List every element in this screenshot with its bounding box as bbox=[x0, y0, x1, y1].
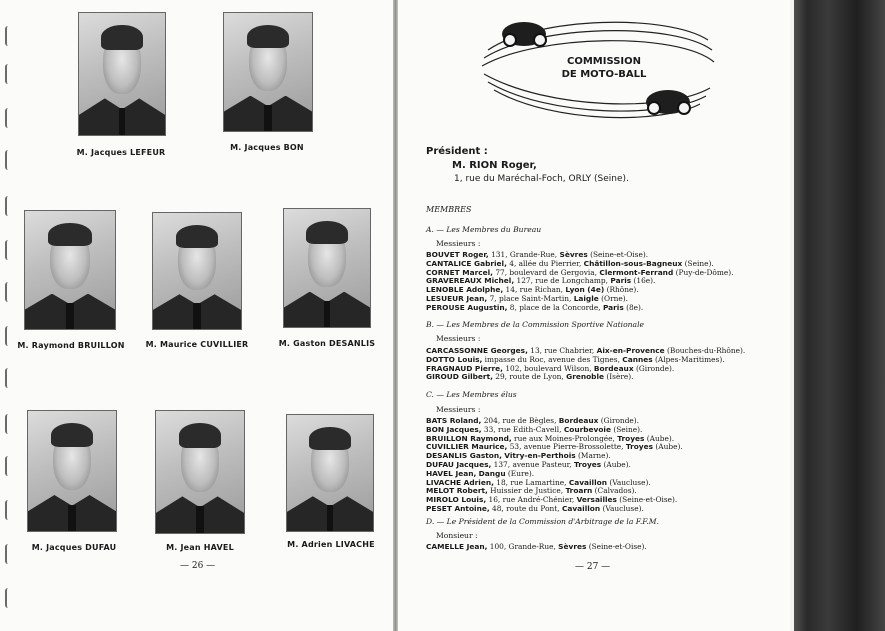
member-entry: LESUEUR Jean, 7, place Saint-Martin, Laigle (Orne). bbox=[426, 293, 628, 303]
portrait-caption: M. Jean HAVEL bbox=[166, 543, 234, 552]
portrait-photo bbox=[283, 208, 371, 328]
binder-ring bbox=[5, 64, 11, 84]
binder-ring bbox=[5, 196, 11, 216]
member-entry: CANTALICE Gabriel, 4, allée du Pierrier, Châtillon-sous-Bagneux (Seine). bbox=[426, 258, 714, 268]
portrait-caption: M. Jacques BON bbox=[230, 143, 304, 152]
member-list-b bbox=[426, 347, 745, 382]
portrait-photo bbox=[155, 410, 245, 534]
section-heading: B. — Les Membres de la Commission Sportive Nationale bbox=[426, 320, 644, 329]
member-entry: DOTTO Louis, impasse du Roc, avenue des Tignes, Cannes (Alpes-Maritimes). bbox=[426, 354, 725, 364]
portrait-caption: M. Jacques DUFAU bbox=[31, 543, 117, 552]
binder-ring bbox=[5, 282, 11, 302]
member-entry: CORNET Marcel, 77, boulevard de Gergovia, Clermont-Ferrand (Puy-de-Dôme). bbox=[426, 267, 734, 277]
portrait-photo bbox=[152, 212, 242, 330]
page-number-right: — 27 — bbox=[575, 562, 611, 572]
member-entry: MELOT Robert, Huissier de Justice, Troarn (Calvados). bbox=[426, 486, 637, 496]
portrait-photo bbox=[24, 210, 116, 330]
member-entry: CAMELLE Jean, 100, Grande-Rue, Sèvres (Seine-et-Oise). bbox=[426, 542, 647, 551]
binder-ring bbox=[5, 368, 11, 388]
president-label: Président : bbox=[426, 146, 488, 157]
binder-ring bbox=[5, 500, 11, 520]
member-entry: BOUVET Roger, 131, Grande-Rue, Sèvres (Seine-et-Oise). bbox=[426, 250, 649, 259]
binder-ring bbox=[5, 456, 11, 476]
binder-ring bbox=[5, 150, 11, 170]
binder-ring bbox=[5, 588, 11, 608]
binder-ring bbox=[5, 240, 11, 260]
portrait-photo bbox=[286, 414, 374, 532]
member-entry: DESANLIS Gaston, Vitry-en-Perthois (Marne). bbox=[426, 451, 611, 461]
member-entry: BON Jacques, 33, rue Edith-Cavell, Courbevoie (Seine). bbox=[426, 424, 643, 434]
portrait-caption: M. Gaston DESANLIS bbox=[278, 339, 376, 348]
binder-ring bbox=[5, 108, 11, 128]
section-salutation: Messieurs : bbox=[436, 334, 481, 343]
logo-title-line1: COMMISSION bbox=[566, 56, 641, 67]
member-entry: CARCASSONNE Georges, 13, rue Chabrier, Aix-en-Provence (Bouches-du-Rhône). bbox=[426, 346, 746, 355]
section-heading: D. — Le Président de la Commission d'Arbitrage de la F.F.M. bbox=[426, 517, 659, 526]
member-entry: MIROLO Louis, 16, rue André-Chénier, Versailles (Seine-et-Oise). bbox=[426, 495, 678, 505]
portrait-photo bbox=[78, 12, 166, 136]
president-address: 1, rue du Maréchal-Foch, ORLY (Seine). bbox=[454, 174, 629, 184]
member-entry: PEROUSE Augustin, 8, place de la Concorde, Paris (8e). bbox=[426, 302, 644, 312]
binder-ring bbox=[5, 544, 11, 564]
scan-edge-shadow bbox=[790, 0, 885, 631]
member-entry: BATS Roland, 204, rue de Bègles, Bordeaux (Gironde). bbox=[426, 416, 640, 425]
logo-title-line2: DE MOTO-BALL bbox=[561, 69, 647, 80]
portrait-caption: M. Maurice CUVILLIER bbox=[145, 340, 249, 349]
portrait-caption: M. Jacques LEFEUR bbox=[76, 148, 166, 157]
logo-title bbox=[545, 55, 663, 81]
member-entry: BRUILLON Raymond, rue aux Moines-Prolongée, Troyes (Aube). bbox=[426, 433, 675, 443]
member-entry: DUFAU Jacques, 137, avenue Pasteur, Troyes (Aube). bbox=[426, 459, 631, 469]
member-entry: GRAVEREAUX Michel, 127, rue de Longchamp, Paris (16e). bbox=[426, 276, 656, 286]
binder-ring bbox=[5, 414, 11, 434]
member-entry: LENOBLE Adolphe, 14, rue Richan, Lyon (4e) (Rhône). bbox=[426, 285, 639, 295]
portrait-photo bbox=[27, 410, 117, 532]
section-salutation: Messieurs : bbox=[436, 239, 481, 248]
member-entry: FRAGNAUD Pierre, 102, boulevard Wilson, Bordeaux (Gironde). bbox=[426, 363, 675, 373]
member-list-d bbox=[426, 543, 647, 552]
member-list-c bbox=[426, 417, 683, 514]
section-heading: A. — Les Membres du Bureau bbox=[426, 225, 542, 234]
member-entry: HAVEL Jean, Dangu (Eure). bbox=[426, 468, 535, 478]
section-salutation: Messieurs : bbox=[436, 405, 481, 414]
president-name: M. RION Roger, bbox=[452, 160, 537, 171]
section-salutation: Monsieur : bbox=[436, 531, 478, 540]
portrait-caption: M. Raymond BRUILLON bbox=[17, 341, 125, 350]
book-gutter bbox=[393, 0, 398, 631]
page-number-left: — 26 — bbox=[180, 561, 216, 571]
member-entry: PESET Antoine, 48, route du Pont, Cavaillon (Vaucluse). bbox=[426, 503, 644, 513]
member-list-a bbox=[426, 251, 733, 313]
member-entry: CUVILLIER Maurice, 53, avenue Pierre-Brossolette, Troyes (Aube). bbox=[426, 442, 683, 452]
portrait-photo bbox=[223, 12, 313, 132]
section-heading: C. — Les Membres élus bbox=[426, 390, 517, 399]
binder-ring bbox=[5, 26, 11, 46]
member-entry: GIROUD Gilbert, 29, route de Lyon, Grenoble (Isère). bbox=[426, 372, 634, 382]
portrait-caption: M. Adrien LIVACHE bbox=[287, 540, 375, 549]
membres-label: MEMBRES bbox=[426, 205, 472, 214]
member-entry: LIVACHE Adrien, 18, rue Lamartine, Cavaillon (Vaucluse). bbox=[426, 477, 651, 487]
